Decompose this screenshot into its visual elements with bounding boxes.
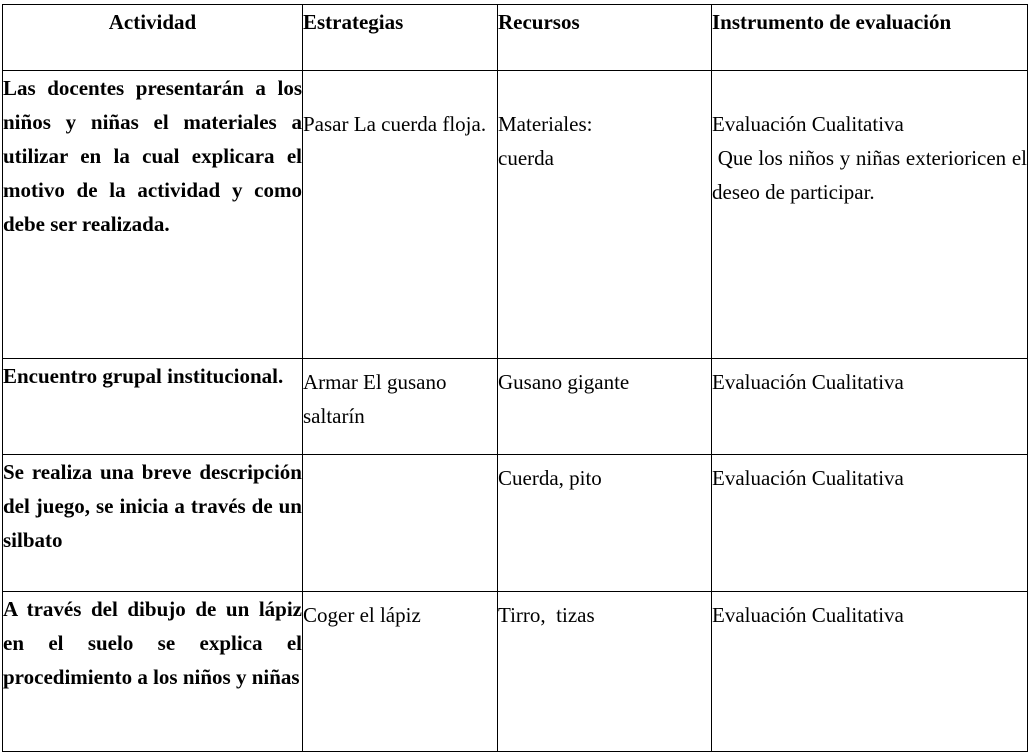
activity-plan-table bbox=[2, 4, 1028, 752]
estrategias-cell bbox=[303, 71, 498, 359]
estrategias-text: Coger el lápiz bbox=[303, 603, 421, 627]
actividad-text: Se realiza una breve descripción del juego, se inicia a través de un silbato bbox=[3, 460, 302, 552]
estrategias-cell bbox=[303, 359, 498, 455]
actividad-cell bbox=[3, 592, 303, 752]
estrategias-text: Armar El gusano saltarín bbox=[303, 370, 447, 428]
table-row bbox=[3, 359, 1028, 455]
instrumento-cell bbox=[712, 592, 1028, 752]
recursos-text: Materiales: bbox=[498, 112, 593, 136]
table-row bbox=[3, 592, 1028, 752]
actividad-cell bbox=[3, 359, 303, 455]
instrumento-cell bbox=[712, 71, 1028, 359]
actividad-text: Encuentro grupal institucional. bbox=[3, 364, 284, 388]
recursos-text: cuerda bbox=[498, 146, 554, 170]
recursos-cell bbox=[498, 359, 712, 455]
instrumento-text: Evaluación Cualitativa bbox=[712, 112, 904, 136]
instrumento-cell bbox=[712, 359, 1028, 455]
instrumento-text: Evaluación Cualitativa bbox=[712, 370, 904, 394]
recursos-text: Tirro, tizas bbox=[498, 603, 595, 627]
recursos-text: Cuerda, pito bbox=[498, 466, 602, 490]
estrategias-text: Pasar La cuerda floja. bbox=[303, 112, 487, 136]
header-recursos: Recursos bbox=[498, 5, 712, 71]
recursos-cell bbox=[498, 71, 712, 359]
actividad-text: A través del dibujo de un lápiz en el suelo se explica el procedimiento a los niños y niñas bbox=[3, 597, 302, 689]
header-estrategias: Estrategias bbox=[303, 5, 498, 71]
table-row bbox=[3, 71, 1028, 359]
actividad-cell bbox=[3, 455, 303, 592]
table-header-row bbox=[3, 5, 1028, 71]
table-row bbox=[3, 455, 1028, 592]
recursos-cell bbox=[498, 455, 712, 592]
instrumento-text: Que los niños y niñas exterioricen el deseo de participar. bbox=[712, 146, 1028, 204]
instrumento-cell bbox=[712, 455, 1028, 592]
actividad-text: Las docentes presentarán a los niños y niñas el materiales a utilizar en la cual explicara el motivo de la actividad y como debe ser realizada. bbox=[3, 76, 302, 236]
estrategias-cell bbox=[303, 455, 498, 592]
actividad-cell bbox=[3, 71, 303, 359]
instrumento-text: Evaluación Cualitativa bbox=[712, 603, 904, 627]
header-instrumento: Instrumento de evaluación bbox=[712, 5, 1028, 71]
estrategias-cell bbox=[303, 592, 498, 752]
recursos-cell bbox=[498, 592, 712, 752]
recursos-text: Gusano gigante bbox=[498, 370, 630, 394]
instrumento-text: Evaluación Cualitativa bbox=[712, 466, 904, 490]
header-actividad: Actividad bbox=[3, 5, 303, 71]
